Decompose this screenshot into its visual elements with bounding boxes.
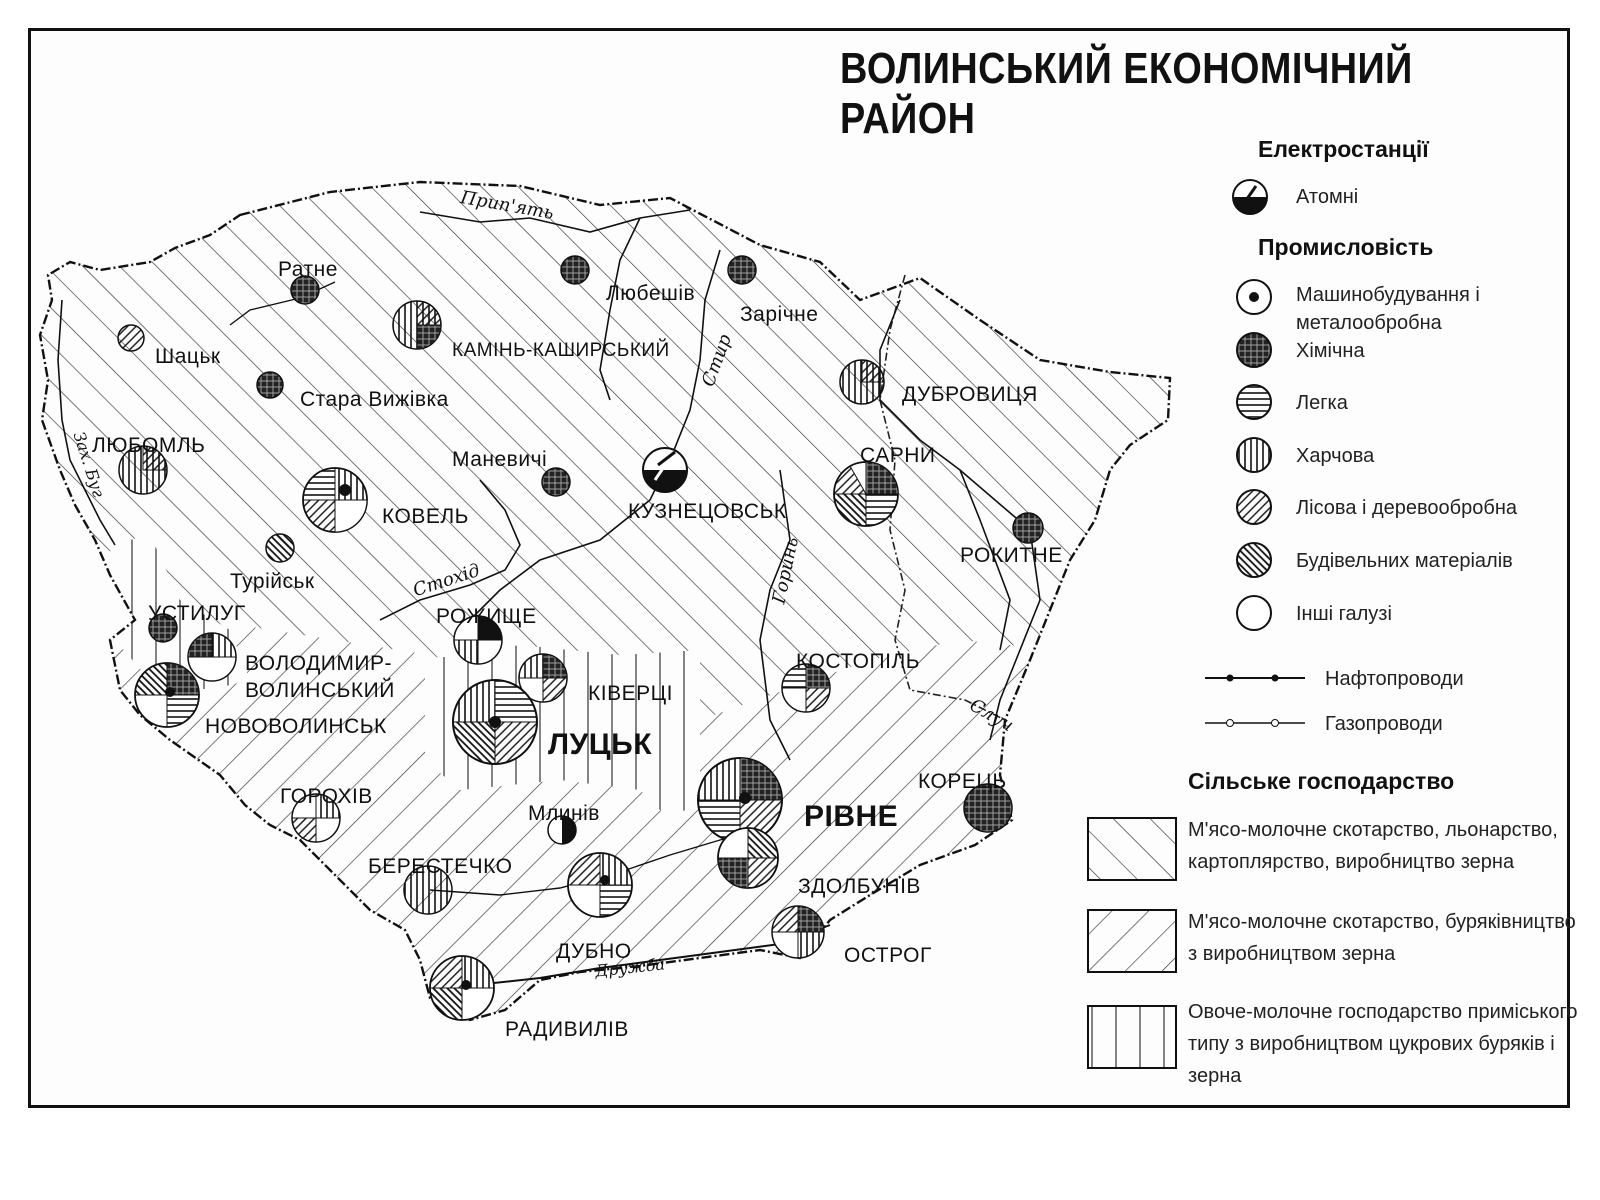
river-label-prypiat: Прип'ять (458, 186, 556, 225)
city-label-ratne: Ратне (278, 258, 338, 281)
legend-zone3-label: Овоче-молочне господарство приміського типу з виробництвом цукрових буряків і зерна (1188, 1001, 1578, 1087)
kuznetsovsk-nuclear-symbol (643, 448, 687, 492)
legend-zone2-label: М'ясо-молочне скотарство, буряківництво з виробництвом зерна (1188, 911, 1576, 965)
city-label-korets: КОРЕЦЬ (918, 770, 1007, 793)
river-label-stokhid: Стохід (410, 559, 483, 602)
shatsk-symbol (118, 325, 144, 351)
legend-agriculture-heading: Сільське господарство (1188, 768, 1455, 794)
city-label-horokhiv: ГОРОХІВ (280, 785, 373, 808)
map-title: ВОЛИНСЬКИЙ ЕКОНОМІЧНИЙ РАЙОН (840, 44, 1413, 143)
legend-nuclear-label: Атомні (1296, 186, 1359, 208)
chemical-icon (1237, 333, 1271, 367)
lyubeshiv-symbol (561, 256, 589, 284)
gas-pipeline-icon (1205, 720, 1305, 727)
building-icon (1237, 543, 1271, 577)
rokytne-symbol (1013, 513, 1043, 543)
city-label-zarichne: Зарічне (740, 303, 819, 326)
city-label-kivertsi: КІВЕРЦІ (588, 682, 673, 705)
river-label-druzhba: Дружба (594, 954, 666, 981)
stara-symbol (257, 372, 283, 398)
city-label-kovel: КОВЕЛЬ (382, 505, 469, 528)
kamin-symbol (393, 301, 441, 349)
city-label-manevychi: Маневичі (452, 448, 548, 471)
city-label-rokytne: РОКИТНЕ (960, 544, 1063, 567)
river-label-zbuh: Зах. Буг (69, 429, 109, 500)
city-label-dubno: ДУБНО (556, 940, 632, 963)
city-label-ostroh: ОСТРОГ (844, 944, 932, 967)
city-label-lyuboml: ЛЮБОМЛЬ (92, 434, 206, 457)
legend-forest-label: Лісова і деревообробна (1296, 497, 1518, 519)
zone3-swatch (1088, 1006, 1176, 1068)
food-icon (1237, 438, 1271, 472)
manevychi-symbol (542, 468, 570, 496)
city-label-mlyniv: Млинів (528, 802, 600, 825)
radyvyliv-symbol (430, 956, 494, 1020)
legend-other-label: Інші галузі (1296, 603, 1392, 625)
nuclear-icon (1233, 180, 1267, 214)
city-label-sarny: САРНИ (860, 444, 936, 467)
turiisk-symbol (266, 534, 294, 562)
legend-food-label: Харчова (1296, 445, 1375, 467)
legend-gas-label: Газопроводи (1325, 713, 1443, 735)
city-label-shatsk: Шацьк (155, 345, 221, 368)
city-label-rozhyshche: РОЖИЩЕ (436, 605, 537, 628)
dubrovytsia-symbol (840, 360, 884, 404)
city-label-volodymyr: ВОЛОДИМИР-ВОЛИНСЬКИЙ (245, 652, 395, 702)
lutsk-symbol (453, 680, 537, 764)
zarichne-symbol (728, 256, 756, 284)
river-label-styr: Стир (697, 331, 737, 390)
legend-zone1-label: М'ясо-молочне скотарство, льонарство, картоплярство, виробництво зерна (1188, 819, 1558, 873)
legend-industry-heading: Промисловість (1258, 234, 1434, 260)
city-label-lutsk: ЛУЦЬК (548, 728, 652, 761)
city-label-lyubeshiv: Любешів (606, 282, 696, 305)
zdolbuniv-symbol (718, 828, 778, 888)
city-label-berestechko: БЕРЕСТЕЧКО (368, 855, 513, 878)
kovel-symbol (303, 468, 367, 532)
dubno-symbol (568, 853, 632, 917)
light-icon (1237, 385, 1271, 419)
volodymyr-symbol (188, 633, 236, 681)
legend-building-label: Будівельних матеріалів (1296, 550, 1513, 572)
legend-power-heading: Електростанції (1258, 136, 1429, 162)
river-label-horyn: Горинь (768, 535, 804, 606)
city-label-kuznetsovsk: КУЗНЕЦОВСЬК (628, 500, 787, 523)
city-label-radyvyliv: РАДИВИЛІВ (505, 1018, 629, 1041)
river-label-sluch: Случ (965, 694, 1017, 737)
zone2-swatch (1088, 910, 1176, 972)
legend-light-label: Легка (1296, 392, 1348, 414)
city-label-turiisk: Турійськ (230, 570, 315, 593)
oil-pipeline-icon (1205, 675, 1305, 682)
city-label-rivne: РІВНЕ (804, 800, 899, 833)
machine-icon (1237, 280, 1271, 314)
ostroh-symbol (772, 906, 824, 958)
city-label-novovolynsk: НОВОВОЛИНСЬК (205, 715, 387, 738)
sarny-symbol (834, 462, 898, 526)
city-label-kostopil: КОСТОПІЛЬ (796, 650, 921, 673)
city-label-ustyluh: УСТИЛУГ (148, 602, 246, 625)
legend-oil-label: Нафтопроводи (1325, 668, 1464, 690)
city-label-kamin: КАМІНЬ-КАШИРСЬКИЙ (452, 340, 670, 361)
city-label-stara: Стара Вижівка (300, 388, 449, 411)
city-label-zdolbuniv: ЗДОЛБУНІВ (798, 875, 921, 898)
novovolynsk-symbol (135, 663, 199, 727)
other-icon (1237, 596, 1271, 630)
city-label-dubrovytsia: ДУБРОВИЦЯ (902, 383, 1038, 406)
zone1-swatch (1088, 818, 1176, 880)
forest-icon (1237, 490, 1271, 524)
legend-chemical-label: Хімічна (1296, 340, 1365, 362)
legend-machine-label: Машинобудування і металообробна (1296, 284, 1480, 334)
